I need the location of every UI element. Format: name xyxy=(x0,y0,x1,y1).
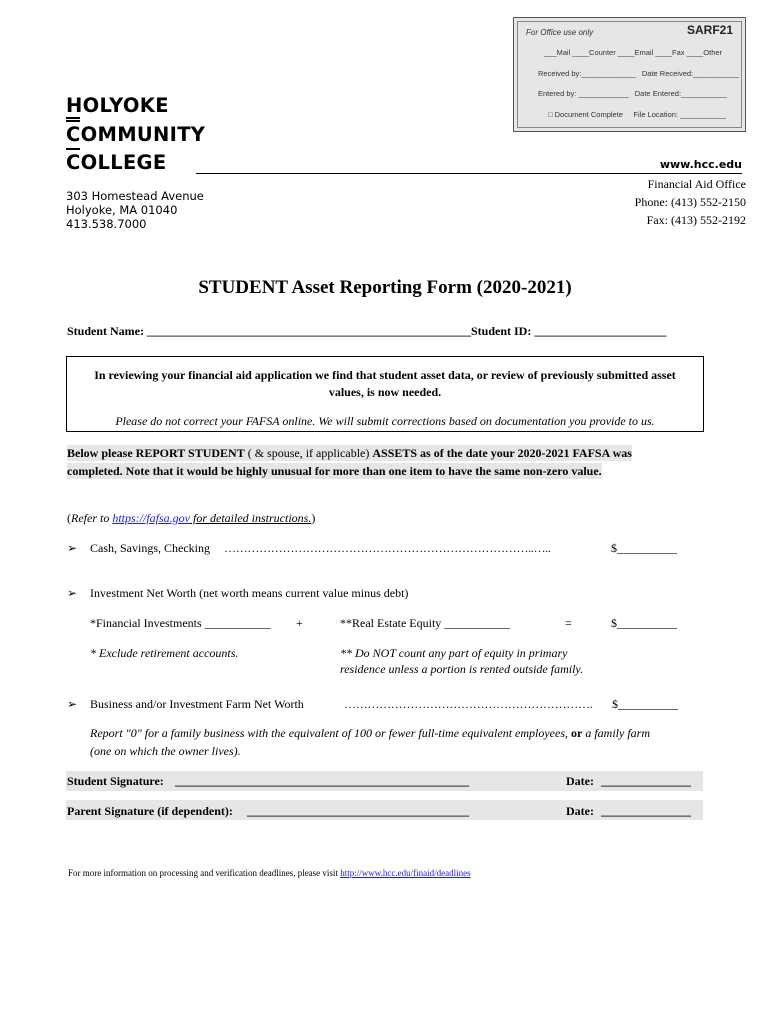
financial-aid-office: Financial Aid Office xyxy=(647,177,746,191)
logo-line-community: COMMUNITY xyxy=(66,125,205,145)
student-name-field[interactable]: ______________________________________________________ xyxy=(147,324,471,338)
business-note-line1: Report "0" for a family business with the equivalent of 100 or fewer full-time equivalent employees, or a family farm xyxy=(90,726,650,740)
header-rule xyxy=(196,173,742,174)
deadlines-link[interactable]: http://www.hcc.edu/finaid/deadlines xyxy=(340,868,471,878)
student-date-field[interactable]: _______________ xyxy=(601,774,691,788)
business-note-line2: (one on which the owner lives). xyxy=(90,744,241,758)
date-entered: Date Entered:___________ xyxy=(634,89,727,98)
report-instruction-line2: completed. Note that it would be highly unusual for more than one item to have the same non-zero value. xyxy=(67,464,602,478)
address-phone: 413.538.7000 xyxy=(66,217,147,231)
refer-instructions: (Refer to https://fafsa.gov for detailed instructions.) xyxy=(67,511,316,525)
plus-sign: + xyxy=(296,616,303,630)
address-street: 303 Homestead Avenue xyxy=(66,189,204,203)
cash-label: Cash, Savings, Checking xyxy=(90,541,210,555)
business-dots: ………………………………………………………. xyxy=(344,697,593,711)
exclude-retirement-note: * Exclude retirement accounts. xyxy=(90,646,239,660)
bullet-icon: ➢ xyxy=(67,586,78,600)
entered-row xyxy=(538,89,727,98)
logo-line-holyoke: HOLYOKE xyxy=(66,94,169,117)
office-use-box xyxy=(513,17,746,132)
parent-signature-field[interactable]: _____________________________________ xyxy=(247,804,469,818)
form-code: SARF21 xyxy=(686,23,733,37)
entered-by: Entered by: ____________ xyxy=(538,89,629,98)
logo-underline xyxy=(66,117,80,119)
parent-date-label: Date: xyxy=(566,804,594,818)
received-row xyxy=(538,69,739,78)
student-signature-field[interactable]: _________________________________________________ xyxy=(175,774,469,788)
equity-note-line1: ** Do NOT count any part of equity in primary xyxy=(340,646,568,660)
business-amount-field[interactable]: $__________ xyxy=(612,697,678,711)
investment-amount-field[interactable]: $__________ xyxy=(611,616,677,630)
bullet-icon: ➢ xyxy=(67,697,78,711)
logo-line-college: COLLEGE xyxy=(66,153,167,173)
financial-investments-field[interactable]: *Financial Investments ___________ xyxy=(90,616,271,630)
fafsa-link[interactable]: https://fafsa.gov xyxy=(112,511,190,525)
parent-signature-label: Parent Signature (if dependent): xyxy=(67,804,233,818)
student-date-label: Date: xyxy=(566,774,594,788)
student-id-field[interactable]: ______________________ xyxy=(534,324,667,338)
student-id-label: Student ID: xyxy=(471,324,532,338)
document-complete-checkbox: □ Document Complete xyxy=(548,110,623,119)
investment-label: Investment Net Worth (net worth means current value minus debt) xyxy=(90,586,409,600)
cash-amount-field[interactable]: $__________ xyxy=(611,541,677,555)
form-title: STUDENT Asset Reporting Form (2020-2021) xyxy=(198,277,572,298)
notice-box xyxy=(66,356,704,432)
student-name-label: Student Name: xyxy=(67,324,144,338)
file-location: File Location: ___________ xyxy=(633,110,726,119)
equity-note-line2: residence unless a portion is rented outside family. xyxy=(340,662,584,676)
business-label: Business and/or Investment Farm Net Worth xyxy=(90,697,304,711)
date-received: Date Received:___________ xyxy=(641,69,740,78)
report-instruction-line1: Below please REPORT STUDENT ( & spouse, if applicable) ASSETS as of the date your 2020-2021 FAFSA was xyxy=(67,446,632,460)
office-fax: Fax: (413) 552-2192 xyxy=(646,213,746,227)
received-by: Received by:_____________ xyxy=(538,69,636,78)
office-use-label: For Office use only xyxy=(526,28,594,37)
bullet-icon: ➢ xyxy=(67,541,78,555)
notice-italic-text: Please do not correct your FAFSA online. We will submit corrections based on documentation you provide to us. xyxy=(115,414,655,428)
receipt-methods: ___Mail ____Counter ____Email ____Fax ____Other xyxy=(544,48,723,57)
website: www.hcc.edu xyxy=(659,158,742,171)
notice-bold-text: In reviewing your financial aid application we find that student asset data, or review of previously submitted asset values, is now needed. xyxy=(94,368,676,399)
address-city: Holyoke, MA 01040 xyxy=(66,203,178,217)
real-estate-equity-field[interactable]: **Real Estate Equity ___________ xyxy=(340,616,511,630)
parent-date-field[interactable]: _______________ xyxy=(601,804,691,818)
cash-dots: ……………………………………………………………………..….. xyxy=(224,541,551,555)
student-info-line xyxy=(67,324,666,339)
student-signature-label: Student Signature: xyxy=(67,774,164,788)
equals-sign: = xyxy=(565,616,572,630)
office-phone: Phone: (413) 552-2150 xyxy=(634,195,746,209)
complete-row xyxy=(548,110,726,119)
footer-note: For more information on processing and verification deadlines, please visit http://www.hcc.edu/finaid/deadlines xyxy=(68,868,471,878)
